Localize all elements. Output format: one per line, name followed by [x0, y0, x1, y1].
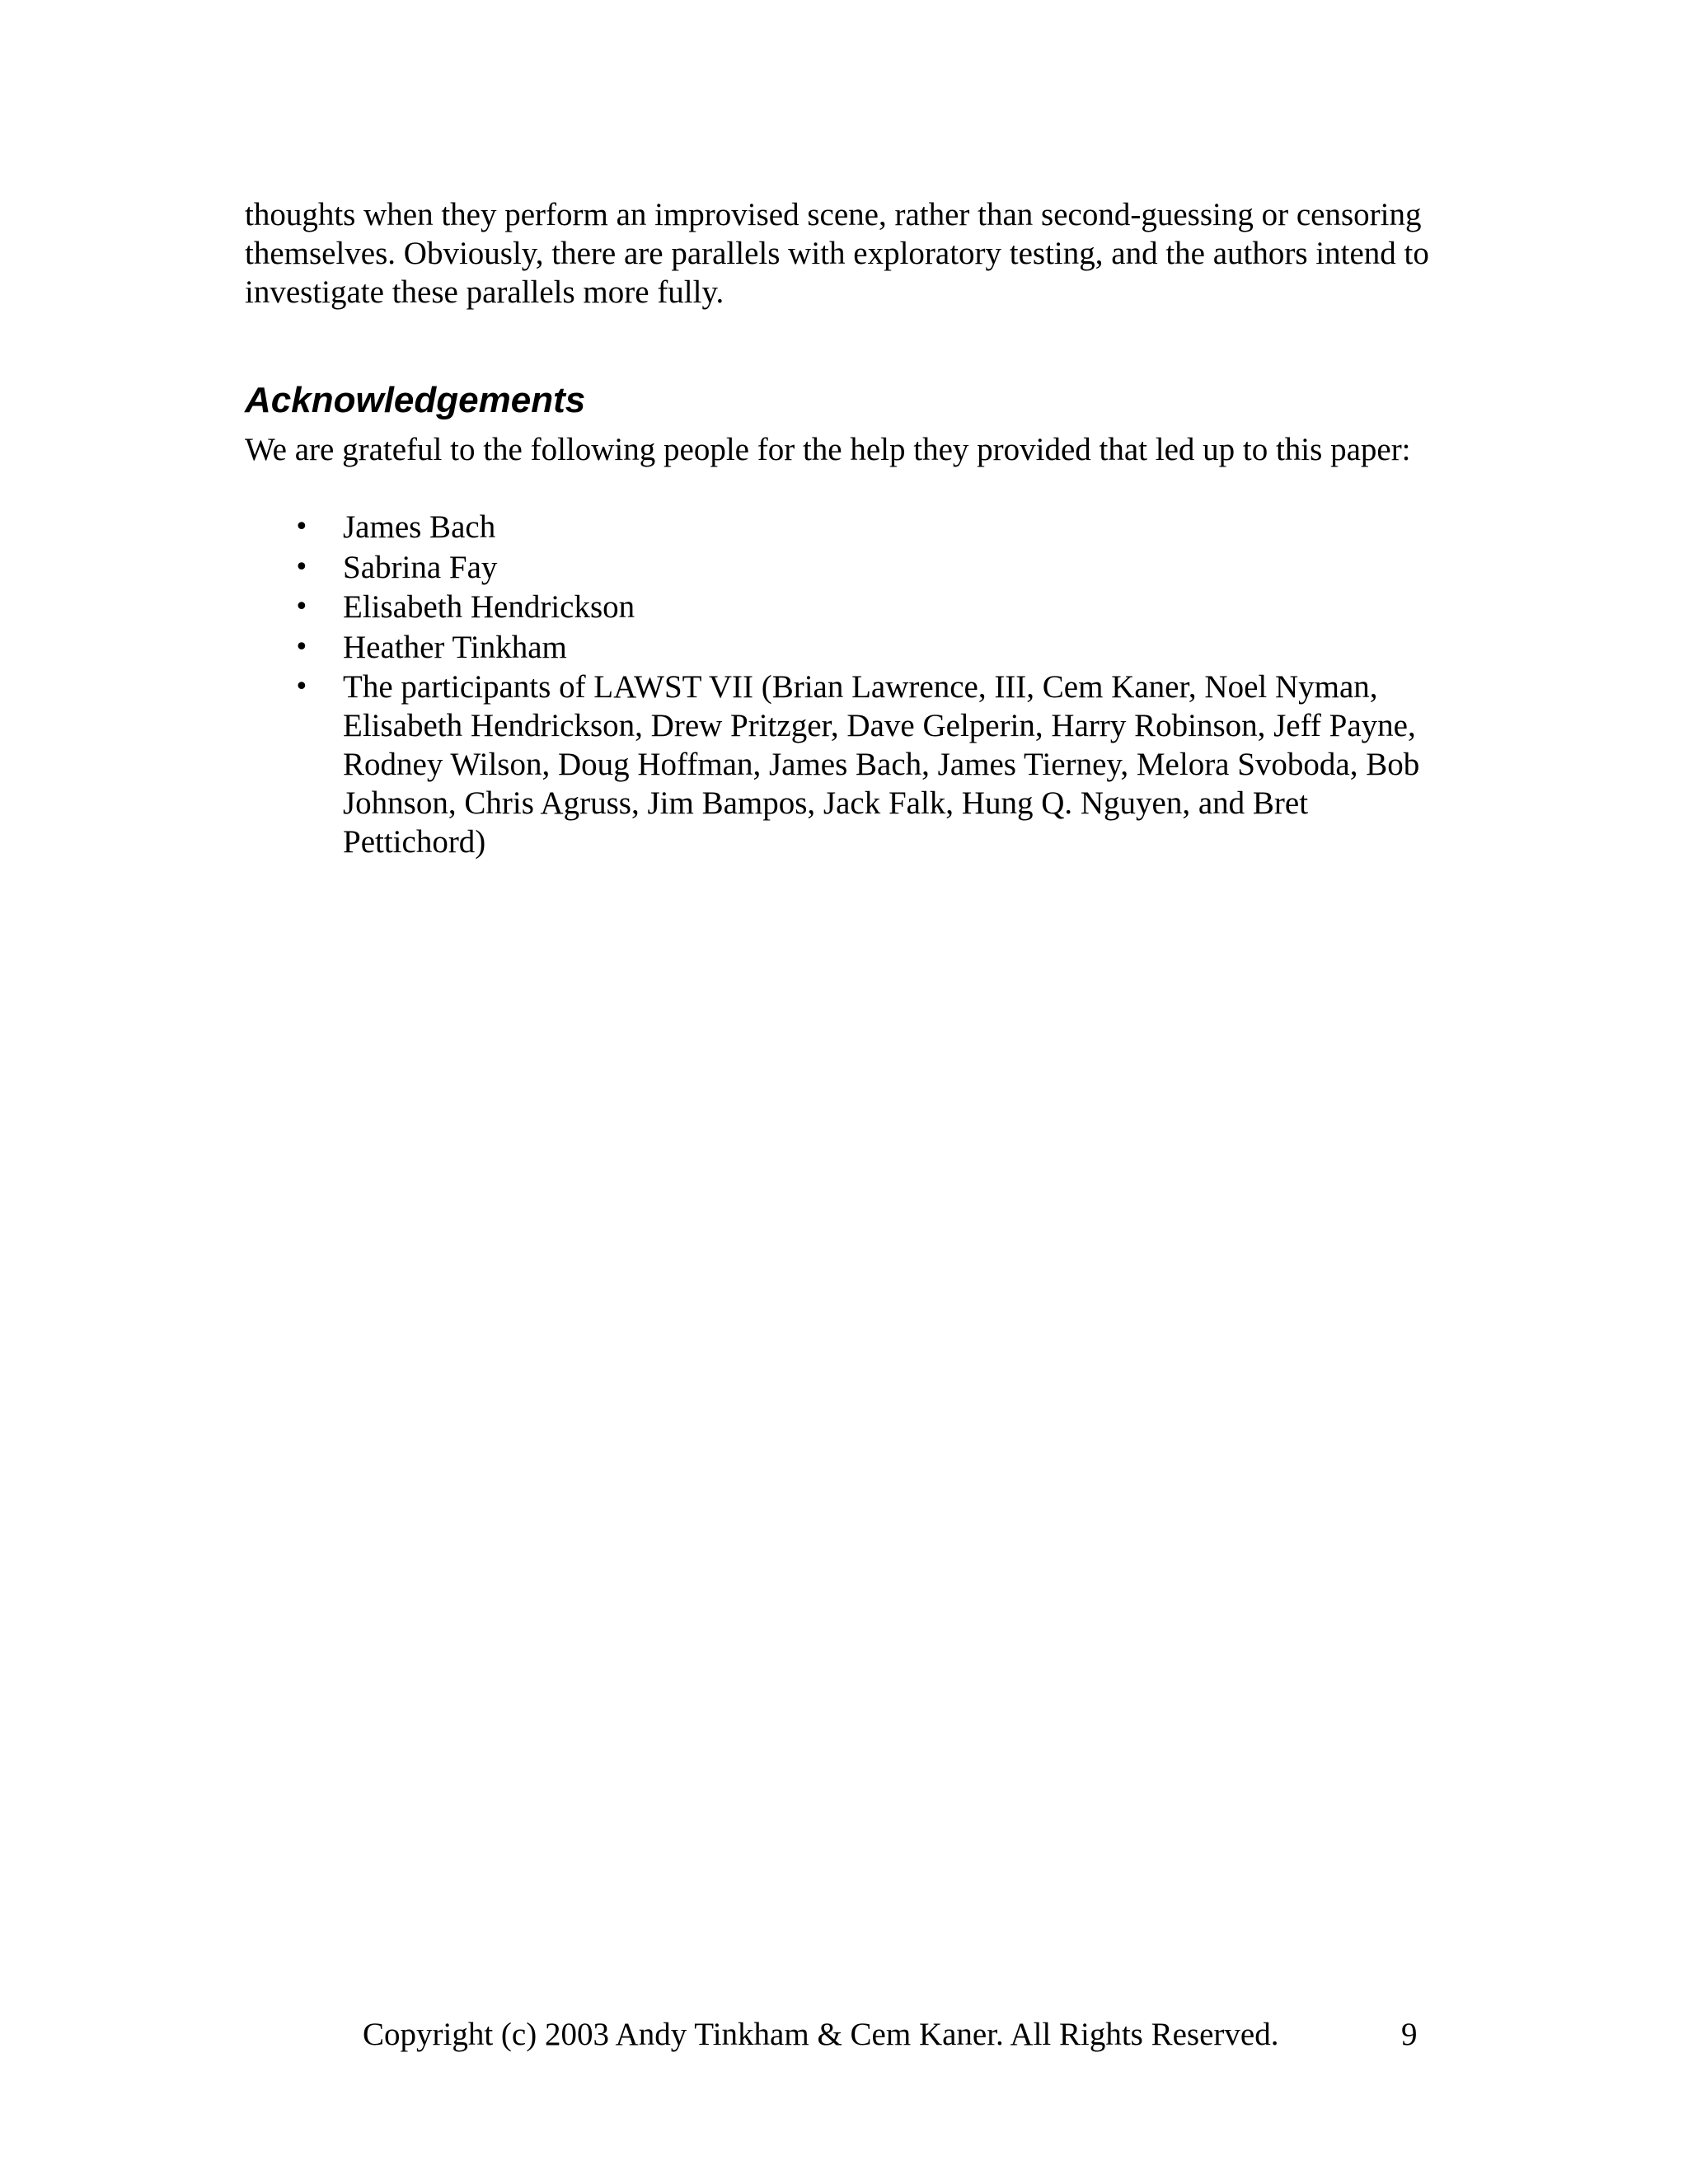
acknowledgements-list [245, 508, 1432, 863]
copyright-notice: Copyright (c) 2003 Andy Tinkham & Cem Kaner. All Rights Reserved. [363, 2017, 1279, 2052]
bullet-icon: • [294, 552, 309, 582]
list-item [245, 668, 1432, 861]
list-item [245, 508, 1432, 546]
list-item-text: James Bach [343, 509, 496, 545]
list-item-text: The participants of LAWST VII (Brian Lawrence, III, Cem Kaner, Noel Nyman, Elisabeth Hendrickson, Drew Pritzger, Dave Gelperin, Harry Robinson, Jeff Payne, Rodney Wilson, Doug Hoffman, James Bach, James Tierney, Melora Svoboda, Bob Johnson, Chris Agruss, Jim Bampos, Jack Falk, Hung Q. Nguyen, and Bret Pettichord) [343, 669, 1420, 860]
list-item [245, 548, 1432, 587]
acknowledgements-heading: Acknowledgements [245, 380, 586, 420]
page-number: 9 [1401, 2017, 1418, 2052]
list-item [245, 588, 1432, 626]
page-footer [0, 2015, 1688, 2056]
bullet-icon: • [294, 632, 309, 662]
list-item-text: Elisabeth Hendrickson [343, 589, 635, 625]
bullet-icon: • [294, 593, 309, 621]
list-item-text: Sabrina Fay [343, 549, 498, 585]
bullet-icon: • [294, 513, 309, 541]
list-item [245, 628, 1432, 667]
intro-paragraph: thoughts when they perform an improvised scene, rather than second-guessing or censoring themselves. Obviously, there are parallels with exploratory testing, and the authors intend to investigate these parallels more fully. [245, 197, 1429, 310]
acknowledgements-intro: We are grateful to the following people for the help they provided that led up to this paper: [245, 432, 1411, 467]
list-item-text: Heather Tinkham [343, 629, 567, 665]
bullet-icon: • [294, 673, 309, 701]
